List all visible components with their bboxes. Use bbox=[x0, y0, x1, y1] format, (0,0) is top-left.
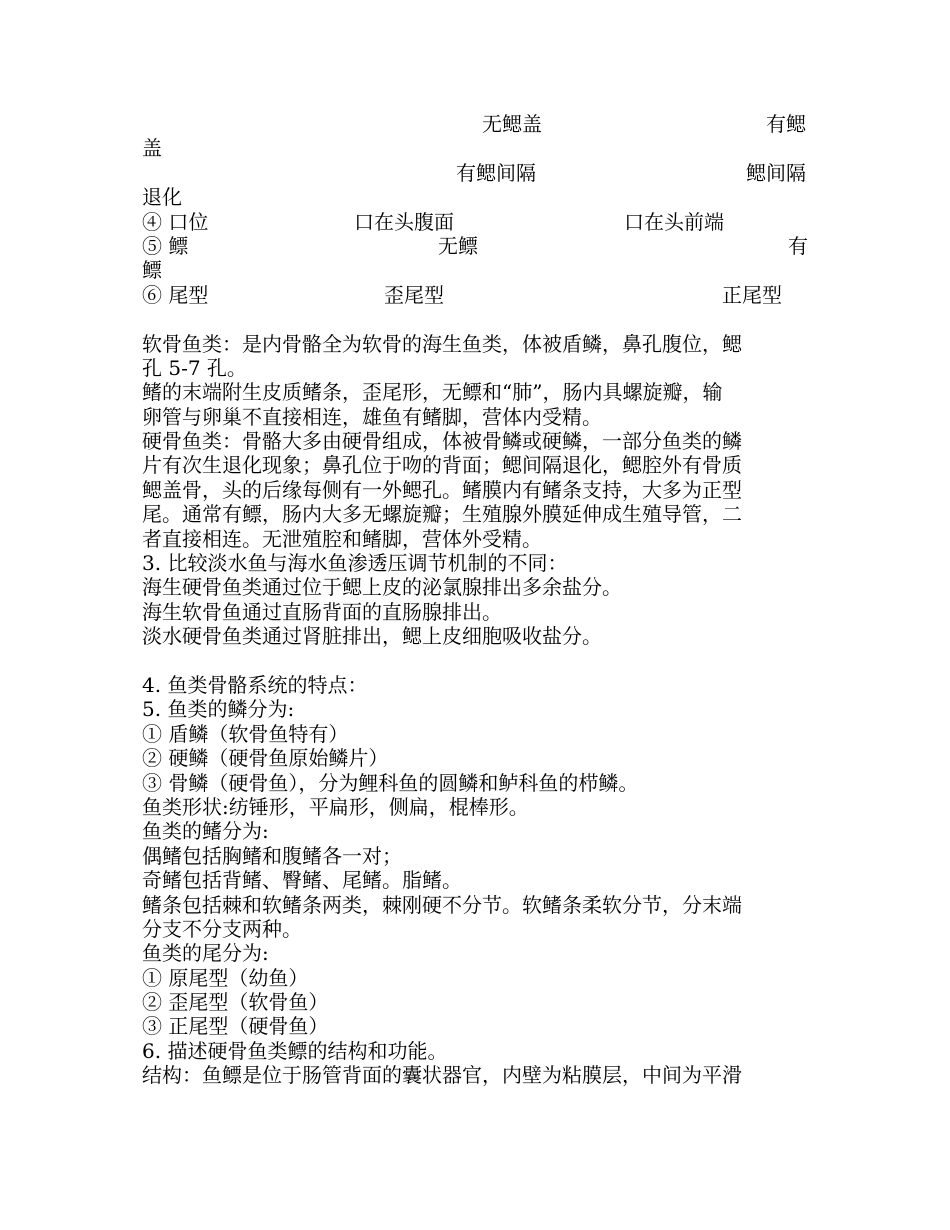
fin-line-2: 卵管与卵巢不直接相连，雄鱼有鳍脚，营体内受精。 bbox=[142, 404, 602, 429]
cell-bony-swim-bladder: 有 bbox=[788, 233, 808, 258]
cartilaginous-fish-line-1: 软骨鱼类：是内骨骼全为软骨的海生鱼类，体被盾鳞，鼻孔腹位，鳃 bbox=[142, 331, 742, 356]
cell-cartilaginous-gill-cover: 无鳃盖 bbox=[482, 112, 542, 136]
question-3-answer-c: 淡水硬骨鱼类通过肾脏排出，鳃上皮细胞吸收盐分。 bbox=[142, 624, 602, 649]
cell-cartilaginous-tail: 歪尾型 bbox=[384, 282, 444, 307]
tail-item-3: ③ 正尾型（硬骨鱼） bbox=[142, 1014, 329, 1039]
tail-item-1: ① 原尾型（幼鱼） bbox=[142, 965, 309, 990]
blank-line bbox=[142, 649, 810, 673]
cell-bony-gill-septum: 鳃间隔 bbox=[746, 160, 806, 185]
scale-item-3: ③ 骨鳞（硬骨鱼），分为鲤科鱼的圆鳞和鲈科鱼的栉鳞。 bbox=[142, 770, 639, 795]
row-gill-septum bbox=[142, 161, 810, 185]
document-page bbox=[142, 112, 810, 1088]
row-label-tail: ⑥ 尾型 bbox=[142, 282, 209, 307]
row-gill-septum-wrap bbox=[142, 185, 810, 209]
row-swim-bladder bbox=[142, 234, 810, 258]
bony-fish-line-3: 鳃盖骨，头的后缘每侧有一外鳃孔。鳍膜内有鳍条支持，大多为正型 bbox=[142, 477, 742, 502]
cartilaginous-fish-line-2: 孔 5-7 孔。 bbox=[142, 355, 247, 380]
fish-shape: 鱼类形状:纺锤形，平扁形，侧扁，棍棒形。 bbox=[142, 794, 529, 819]
cell-bony-swim-bladder-wrap: 鳔 bbox=[142, 258, 162, 283]
row-gill-cover-wrap bbox=[142, 136, 810, 160]
fins-title: 鱼类的鳍分为: bbox=[142, 819, 269, 844]
fin-line-1: 鳍的末端附生皮质鳍条，歪尾形，无鳔和“肺”，肠内具螺旋瓣，输 bbox=[142, 380, 723, 405]
blank-line bbox=[142, 307, 810, 331]
scale-item-2: ② 硬鳞（硬骨鱼原始鳞片） bbox=[142, 746, 389, 771]
cell-bony-tail: 正尾型 bbox=[722, 282, 782, 307]
bony-fish-line-4: 尾。通常有鳔，肠内大多无螺旋瓣；生殖腺外膜延伸成生殖导管，二 bbox=[142, 502, 742, 527]
structure-line-1: 结构：鱼鳔是位于肠管背面的囊状器官，内壁为粘膜层，中间为平滑 bbox=[142, 1063, 742, 1088]
tail-item-2: ② 歪尾型（软骨鱼） bbox=[142, 990, 329, 1015]
cell-bony-gill-cover: 有鳃 bbox=[766, 112, 806, 136]
bony-fish-line-5: 者直接相连。无泄殖腔和鳍脚，营体外受精。 bbox=[142, 526, 542, 551]
cell-bony-mouth: 口在头前端 bbox=[624, 209, 724, 234]
cell-bony-gill-septum-wrap: 退化 bbox=[142, 185, 182, 210]
median-fins: 奇鳍包括背鳍、臀鳍、尾鳍。脂鳍。 bbox=[142, 868, 462, 893]
bony-fish-line-1: 硬骨鱼类：骨骼大多由硬骨组成，体被骨鳞或硬鳞，一部分鱼类的鳞 bbox=[142, 429, 742, 454]
row-mouth bbox=[142, 210, 810, 234]
question-4-title: 4. 鱼类骨骼系统的特点： bbox=[142, 672, 368, 697]
bony-fish-line-2: 片有次生退化现象；鼻孔位于吻的背面；鳃间隔退化，鳃腔外有骨质 bbox=[142, 453, 742, 478]
question-3-answer-b: 海生软骨鱼通过直肠背面的直肠腺排出。 bbox=[142, 599, 502, 624]
row-tail bbox=[142, 283, 810, 307]
paired-fins: 偶鳍包括胸鳍和腹鳍各一对； bbox=[142, 843, 402, 868]
cell-cartilaginous-mouth: 口在头腹面 bbox=[354, 209, 454, 234]
question-6-title: 6. 描述硬骨鱼类鳔的结构和功能。 bbox=[142, 1038, 448, 1063]
question-5-title: 5. 鱼类的鳞分为: bbox=[142, 697, 295, 722]
cell-cartilaginous-gill-septum: 有鳃间隔 bbox=[456, 160, 536, 185]
tail-title: 鱼类的尾分为: bbox=[142, 941, 269, 966]
cell-bony-gill-cover-wrap: 盖 bbox=[142, 136, 162, 161]
fin-ray-line-2: 分支不分支两种。 bbox=[142, 916, 302, 941]
row-label-mouth: ④ 口位 bbox=[142, 209, 209, 234]
question-3-answer-a: 海生硬骨鱼类通过位于鳃上皮的泌氯腺排出多余盐分。 bbox=[142, 575, 622, 600]
question-3-title: 3. 比较淡水鱼与海水鱼渗透压调节机制的不同： bbox=[142, 551, 568, 576]
row-label-swim-bladder: ⑤ 鳔 bbox=[142, 233, 189, 258]
fin-ray-line-1: 鳍条包括棘和软鳍条两类，棘刚硬不分节。软鳍条柔软分节，分末端 bbox=[142, 892, 742, 917]
cell-cartilaginous-swim-bladder: 无鳔 bbox=[438, 233, 478, 258]
row-gill-cover bbox=[142, 112, 810, 136]
scale-item-1: ① 盾鳞（软骨鱼特有） bbox=[142, 721, 349, 746]
row-swim-bladder-wrap bbox=[142, 258, 810, 282]
